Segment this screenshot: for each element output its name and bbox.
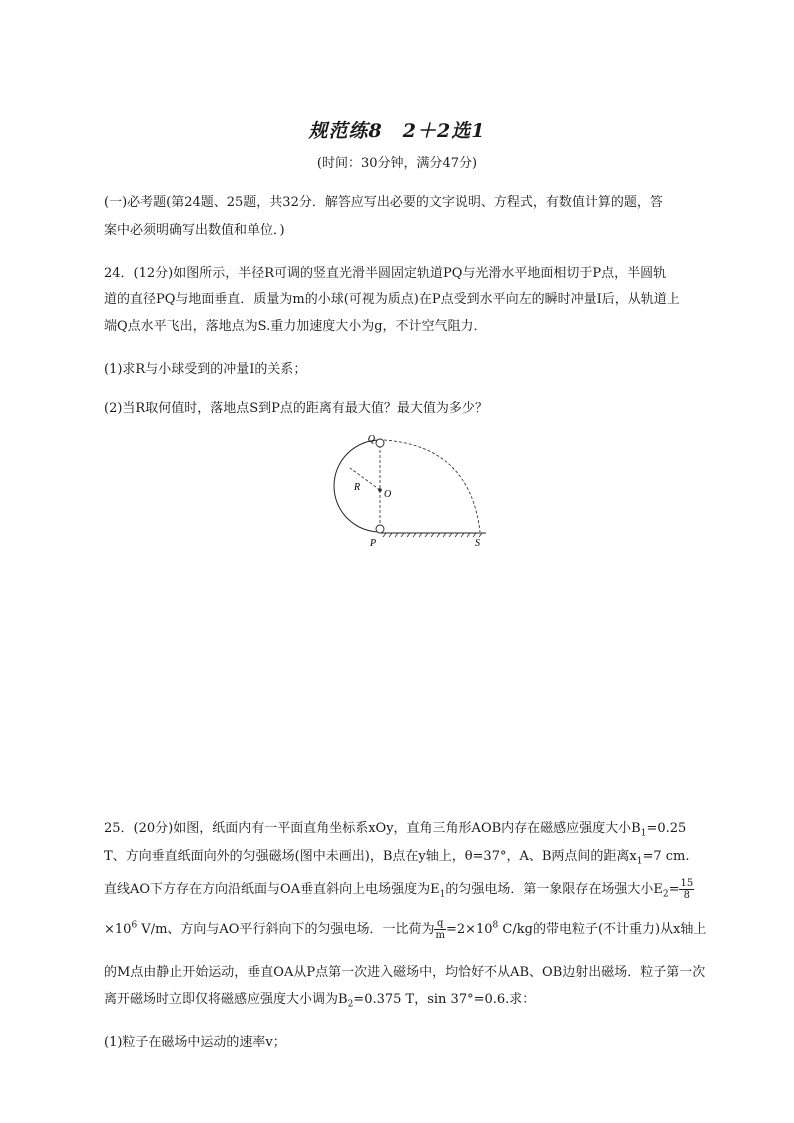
q25-e2-subscript: 2 xyxy=(662,889,669,900)
q25-line2-text: T、方向垂直纸面向外的匀强磁场(图中未画出)，B点在y轴上，θ=37°，A、B两点间的距离x xyxy=(104,849,637,864)
q25-line3 xyxy=(104,878,716,901)
ground-hatching xyxy=(383,533,482,537)
page-title: 规范练8 2＋2选1 xyxy=(308,120,486,142)
q25-line3-text: 直线AO下方存在方向沿纸面与OA垂直斜向上电场强度为E xyxy=(104,882,440,897)
q25-line4-text: ×10 xyxy=(104,922,132,937)
q24-line1: 24．(12分)如图所示，半径R可调的竖直光滑半圆固定轨道PQ与光滑水平地面相切于P点，半圆轨 xyxy=(104,266,667,281)
q24-part1: (1)求R与小球受到的冲量I的关系； xyxy=(104,362,307,377)
q25-b1-subscript: 1 xyxy=(640,828,647,839)
fraction-denominator: m xyxy=(435,930,445,941)
q25-exp6: 6 xyxy=(131,920,138,931)
label-o: O xyxy=(384,489,392,500)
q25-e1-subscript: 1 xyxy=(439,889,446,900)
q25-x1-subscript: 1 xyxy=(636,856,643,867)
q25-line4-mid: V/m、方向与AO平行斜向下的匀强电场．一比荷为 xyxy=(137,922,435,937)
q24-line3: 端Q点水平飞出，落地点为S.重力加速度大小为g，不计空气阻力． xyxy=(104,319,487,334)
q25-line6-tail: =0.375 T，sin 37°=0.6.求： xyxy=(353,992,536,1007)
q25-part1: (1)粒子在磁场中运动的速率v； xyxy=(104,1035,286,1050)
q25-exp8: 8 xyxy=(492,920,499,931)
fraction-numerator: 15 xyxy=(680,878,694,889)
q25-line1 xyxy=(104,817,716,839)
q25-line3-mid: 的匀强电场．第一象限存在场强大小E xyxy=(445,882,663,897)
center-point xyxy=(378,488,382,492)
ball-at-p xyxy=(376,525,384,533)
q25-line2-tail: =7 cm. xyxy=(642,849,690,864)
fraction-numerator: q xyxy=(434,918,445,930)
label-r: R xyxy=(354,482,361,493)
q25-line6 xyxy=(104,988,716,1010)
section-heading-line1: (一)必考题(第24题、25题，共32分．解答应写出必要的文字说明、方程式，有数值计算的题，答 xyxy=(104,195,663,210)
semicircle-track-figure xyxy=(330,432,500,550)
q25-line4-mid2: =2×10 xyxy=(445,922,493,937)
ball-at-q xyxy=(376,439,384,447)
q25-line4 xyxy=(104,918,716,941)
q25-line4-tail: C/kg的带电粒子(不计重力)从x轴上 xyxy=(498,922,707,937)
q25-b2-subscript: 2 xyxy=(347,999,354,1010)
q25-line1-text: 25．(20分)如图，纸面内有一平面直角坐标系xOy，直角三角形AOB内存在磁感应强度大小B xyxy=(104,821,641,836)
trajectory-curve xyxy=(384,440,480,532)
section-heading-line2: 案中必须明确写出数值和单位．) xyxy=(104,223,285,238)
label-s: S xyxy=(475,538,480,549)
fraction-15-8 xyxy=(679,878,694,901)
page-subtitle: (时间：30分钟，满分47分) xyxy=(316,156,478,171)
q25-line1-tail: =0.25 xyxy=(646,821,687,836)
q25-equals: = xyxy=(668,882,680,897)
q25-line2 xyxy=(104,845,716,867)
q24-part2: (2)当R取何值时，落地点S到P点的距离有最大值？最大值为多少？ xyxy=(104,401,488,416)
label-p: P xyxy=(370,538,377,549)
q25-line6-text: 离开磁场时立即仅将磁感应强度大小调为B xyxy=(104,992,348,1007)
q24-line2: 道的直径PQ与地面垂直．质量为m的小球(可视为质点)在P点受到水平向左的瞬时冲量I后，从轨道上 xyxy=(104,292,680,307)
fraction-q-m xyxy=(434,918,445,941)
fraction-denominator: 8 xyxy=(683,890,691,901)
label-q: Q xyxy=(367,434,375,445)
q25-line5: 的M点由静止开始运动，垂直OA从P点第一次进入磁场中，均恰好不从AB、OB边射出磁场．粒子第一次 xyxy=(104,965,706,980)
